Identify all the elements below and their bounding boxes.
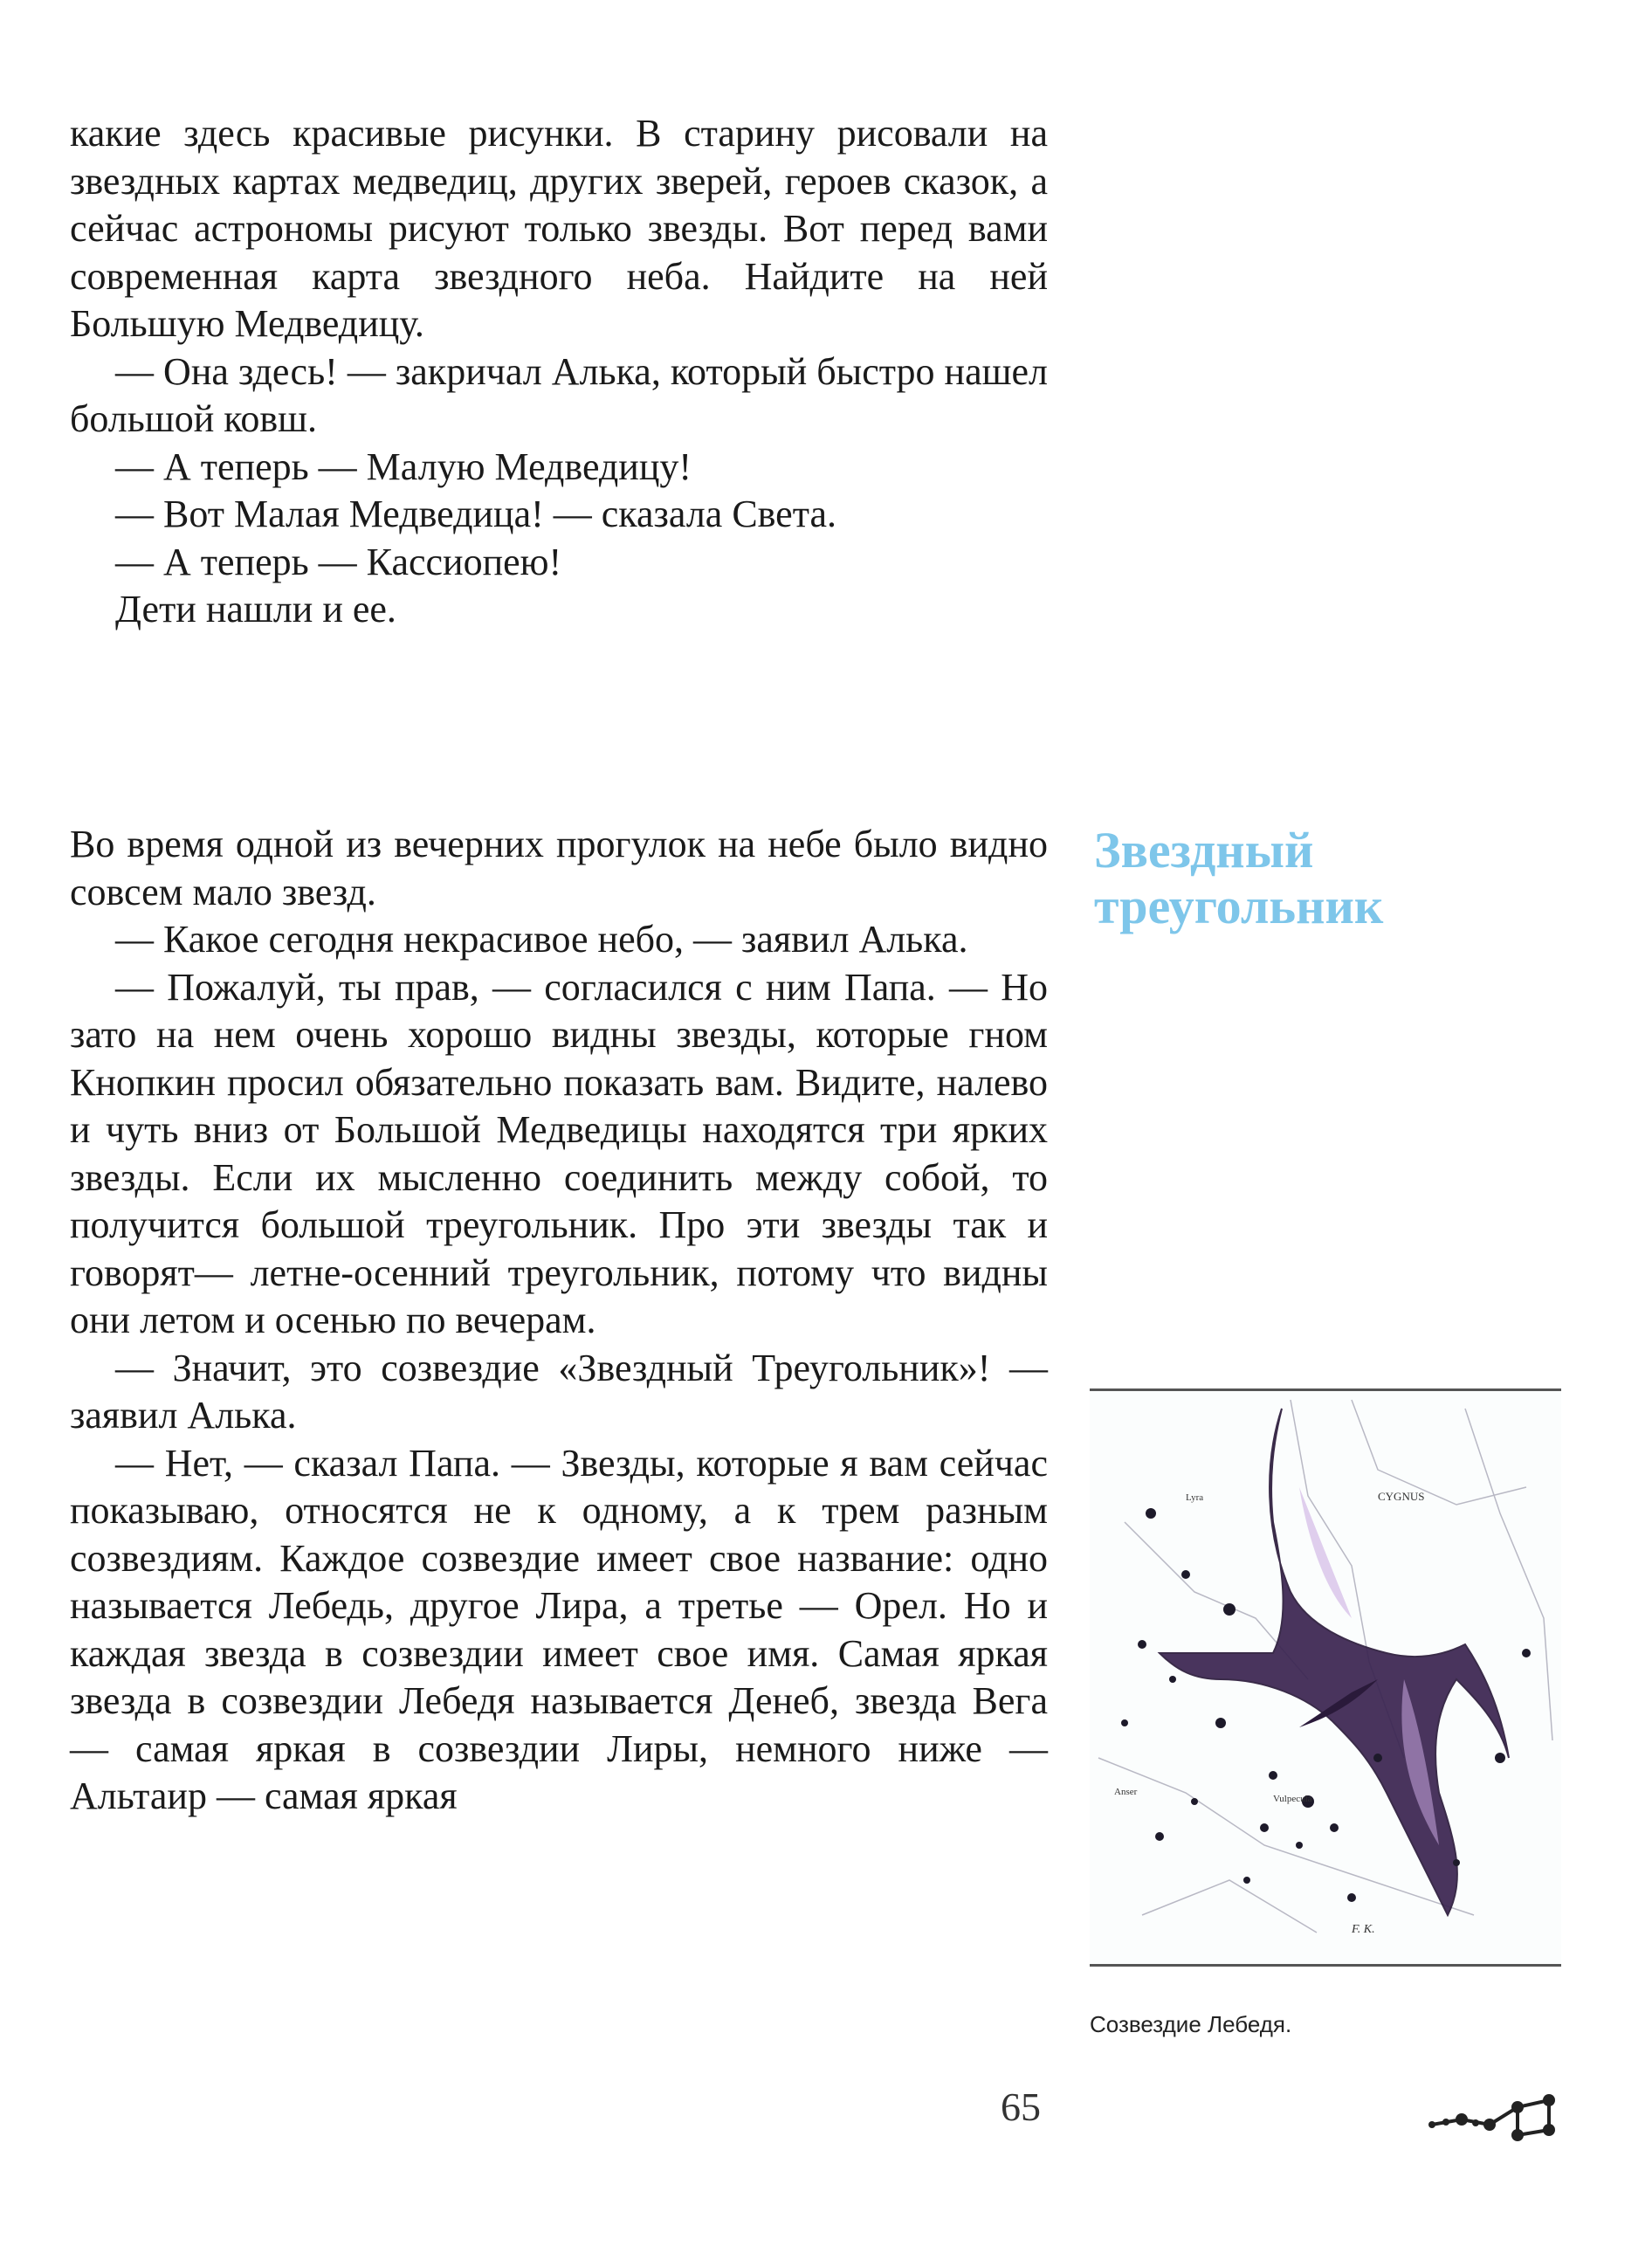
map-label-anser: Anser — [1114, 1787, 1138, 1797]
block1-paragraph: — Вот Малая Медведица! — сказала Света. — [115, 493, 837, 535]
map-label-lyra: Lyra — [1186, 1492, 1204, 1503]
star-map-drawing — [1090, 1391, 1561, 1959]
map-label-cygnus: CYGNUS — [1378, 1490, 1425, 1503]
block1-paragraph: Дети нашли и ее. — [115, 588, 396, 630]
block1-paragraph: — Она здесь! — закричал Алька, который быстро нашел большой ковш. — [70, 349, 1048, 440]
page-number: 65 — [1001, 2084, 1041, 2129]
figure-caption: Созвездие Лебедя. — [1090, 2011, 1292, 2037]
block2-paragraph: — Значит, это созвездие «Звездный Треугольник»! — заявил Алька. — [70, 1346, 1048, 1437]
block2-paragraph: Во время одной из вечерних прогулок на небе было видно совсем мало звезд. — [70, 823, 1048, 913]
block2-paragraph: — Нет, — сказал Папа. — Звезды, которые я вам сейчас показываю, относятся не к одному, а к трем разным созвездиям. Каждое созвездие имеет свое название: одно называется Лебедь, другое Лира, а третье — Орел. Но и каждая звезда в созвездии имеет свое имя. Самая яркая звезда в созвездии Лебедя называется Денеб, звезда Вега — самая яркая в созвездии Лиры, немного ниже — Альтаир — самая яркая — [70, 1441, 1048, 1817]
cygnus-constellation-illustration — [1090, 1388, 1561, 1967]
block1-paragraph: какие здесь красивые рисунки. В старину рисовали на звездных картах медведиц, других зверей, героев сказок, а сейчас астрономы рисуют только звезды. Вот перед вами современная карта звездного неба. Найдите на ней Большую Медведицу. — [70, 112, 1048, 345]
block2-paragraph: — Пожалуй, ты прав, — согласился с ним Папа. — Но зато на нем очень хорошо видны звезды, которые гном Кнопкин просил обязательно показать вам. Видите, налево и чуть вниз от Большой Медведицы находятся три ярких звезды. Если их мысленно соединить между собой, то получится большой треугольник. Про эти звезды так и говорят— летне-осенний треугольник, потому что видны они летом и осенью по вечерам. — [70, 965, 1048, 1341]
map-label-vulpecula: Vulpecula — [1273, 1794, 1312, 1804]
constellation-ornament-icon — [1427, 2081, 1566, 2151]
block1-paragraph: — А теперь — Малую Медведицу! — [115, 444, 692, 488]
text-block-main — [70, 821, 1048, 1821]
text-block-top — [70, 110, 1048, 634]
block2-paragraph: — Какое сегодня некрасивое небо, — заявил Алька. — [115, 918, 968, 961]
map-label-signature: F. K. — [1352, 1923, 1375, 1936]
section-heading: Звездный треугольник — [1094, 822, 1384, 934]
block1-paragraph: — А теперь — Кассиопею! — [115, 540, 562, 583]
